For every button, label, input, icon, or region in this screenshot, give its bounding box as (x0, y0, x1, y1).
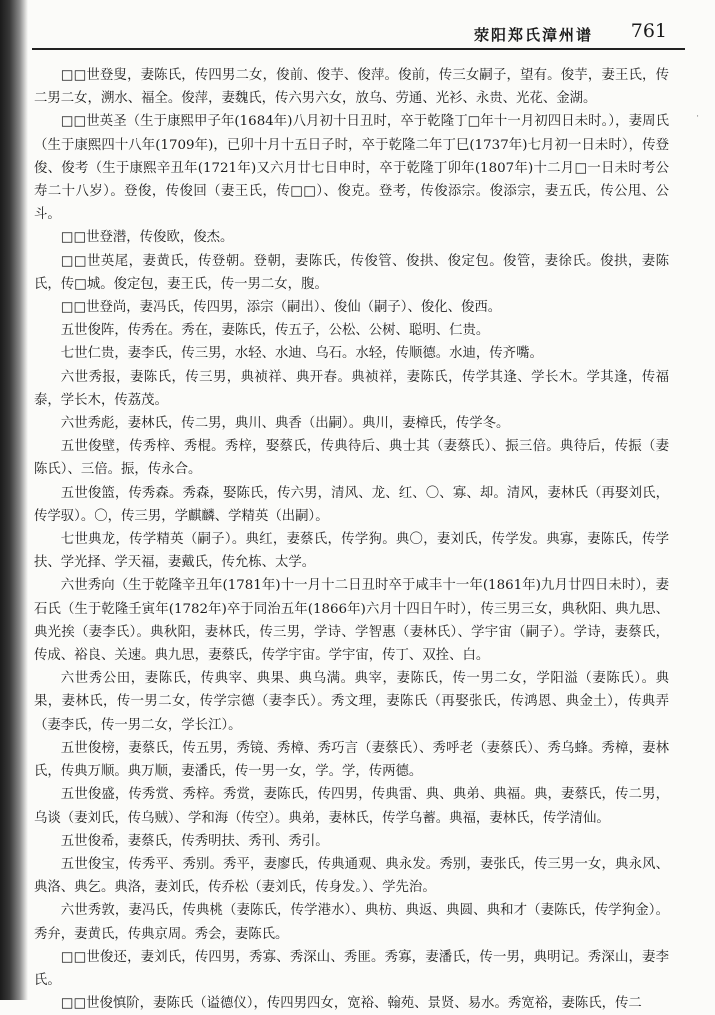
paragraph: 五世俊盛，传秀赏、秀梓。秀赏，妻陈氏，传四男，传典雷、典、典弟、典福。典，妻蔡氏，传二男，乌谈（妻刘氏，传乌贼）、学和海（传空）。典弟，妻林氏，传学乌蓄。典福，妻林氏，传学清仙。 (34, 787, 669, 826)
paragraph: □□世登尚，妻冯氏，传四男，添宗（嗣出）、俊仙（嗣子）、俊化、俊西。 (60, 300, 502, 316)
paragraph: 六世秀向（生于乾隆辛丑年(1781年)十一月十二日丑时卒于咸丰十一年(1861年)九月廿四日未时），妻石氏（生于乾隆壬寅年(1782年)卒于同治五年(1866年)六月十四日午时），传三男三女，典秋阳、典九思、典光挨（妻李氏）。典秋阳，妻林氏，传三男，学诗、学智惠（妻林氏）、学宇宙（嗣子）。学诗，妻蔡氏，传成、裕良、关速。典九思，妻蔡氏，传学宇宙。学宇宙，传丁、双拴、白。 (34, 578, 669, 664)
paragraph: □□世英圣（生于康熙甲子年(1684年)八月初十日丑时，卒于乾隆丁□年十一月初四日未时。），妻周氏（生于康熙四十八年(1709年)，已卯十月十五日子时，卒于乾隆二年丁巳(1737年)七月初一日未时），传登俊、俊考（生于康熙辛丑年(1721年)又六月廿七日申时，卒于乾隆丁卯年(1807年)十二月□一日未时考公寿二十八岁）。登俊，传俊回（妻王氏，传□□）、俊克。登考，传俊添宗。俊添宗，妻五氏，传公甩、公斗。 (34, 114, 669, 223)
paragraph: □□世英尾，妻黄氏，传登朝。登朝，妻陈氏，传俊管、俊拱、俊定包。俊管，妻徐氏。俊拱，妻陈氏，传□城。俊定包，妻王氏，传一男二女，腹。 (34, 253, 669, 292)
scan-shadow-edge (0, 0, 28, 1000)
paragraph: 六世秀彪，妻林氏，传二男，典川、典香（出嗣）。典川，妻樟氏，传学冬。 (60, 416, 510, 432)
paragraph: □□世登叟，妻陈氏，传四男二女，俊前、俊芋、俊萍。俊前，传三女嗣子，望有。俊芋，妻王氏，传二男二女，溯水、福全。俊萍，妻魏氏，传六男六女，放乌、劳通、光衫、永贵、光花、金湖。 (34, 68, 669, 107)
running-header (32, 18, 685, 50)
margin-speck: · (696, 112, 699, 122)
paragraph: 七世典龙，传学精英（嗣子）。典红，妻蔡氏，传学狗。典〇，妻刘氏，传学发。典寡，妻陈氏，传学扶、学光择、学天福，妻戴氏，传允栋、太学。 (34, 532, 669, 571)
paragraph: 五世俊榜，妻蔡氏，传五男，秀镜、秀樟、秀巧言（妻蔡氏）、秀呼老（妻蔡氏）、秀乌蜂。秀樟，妻林氏，传典万顺。典万顺，妻潘氏，传一男一女，学。学，传两德。 (34, 740, 669, 780)
paragraph: □□世登潜，传俊欧，俊杰。 (60, 230, 234, 246)
paragraph: 五世俊希，妻蔡氏，传秀明扶、秀刊、秀引。 (60, 833, 329, 849)
paragraph: 五世俊篮，传秀森。秀森，娶陈氏，传六男，清风、龙、红、〇、寡、却。清风，妻林氏（再娶刘氏，传学驭）。〇，传三男，学麒麟、学精英（出嗣）。 (34, 485, 669, 524)
genealogy-text (34, 64, 669, 1015)
page-number: 761 (630, 20, 667, 42)
paragraph: 六世秀公田，妻陈氏，传典宰、典果、典乌满。典宰，妻陈氏，传一男二女，学阳溢（妻陈氏）。典果，妻林氏，传一男二女，传学宗德（妻李氏）。秀文理，妻陈氏（再娶张氏，传鸿恩、典金土），传典弄（妻李氏，传一男二女，学长江）。 (34, 671, 669, 733)
paragraph: 七世仁贵，妻李氏，传三男，水轻、水迪、乌石。水轻，传顺德。水迪，传齐嘴。 (60, 346, 543, 362)
paragraph: 六世秀报，妻陈氏，传三男，典祯祥、典开春。典祯祥，妻陈氏，传学其逢、学长木。学其逢，传福泰，学长木，传荔茂。 (34, 369, 669, 408)
book-title: 荥阳郑氏漳州谱 (473, 26, 593, 44)
paragraph: 六世秀敦，妻冯氏，传典桃（妻陈氏，传学港水）、典枋、典返、典圆、典和才（妻陈氏，传学狗金）。秀弁，妻黄氏，传典京周。秀会，妻陈氏。 (34, 903, 669, 942)
paragraph: □□世俊还，妻刘氏，传四男，秀寡、秀深山、秀匪。秀寡，妻潘氏，传一男，典明记。秀深山，妻李氏。 (34, 949, 669, 988)
paragraph: □□世俊慎阶，妻陈氏（谥德仪），传四男四女，宽裕、翰苑、景贤、易水。秀宽裕，妻陈氏，传二 (60, 996, 642, 1012)
paragraph: 五世俊阵，传秀在。秀在，妻陈氏，传五子，公松、公树、聪明、仁贵。 (60, 323, 490, 339)
paragraph: 五世俊宝，传秀平、秀别。秀平，妻廖氏，传典通观、典永发。秀别，妻张氏，传三男一女，典永风、典洛、典乞。典洛，妻刘氏，传乔松（妻刘氏，传身发。）、学先治。 (34, 856, 669, 896)
paragraph: 五世俊壁，传秀梓、秀棍。秀梓，娶蔡氏，传典待后、典士其（妻蔡氏）、振三倍。典待后，传振（妻陈氏）、三倍。振，传永合。 (34, 439, 669, 478)
